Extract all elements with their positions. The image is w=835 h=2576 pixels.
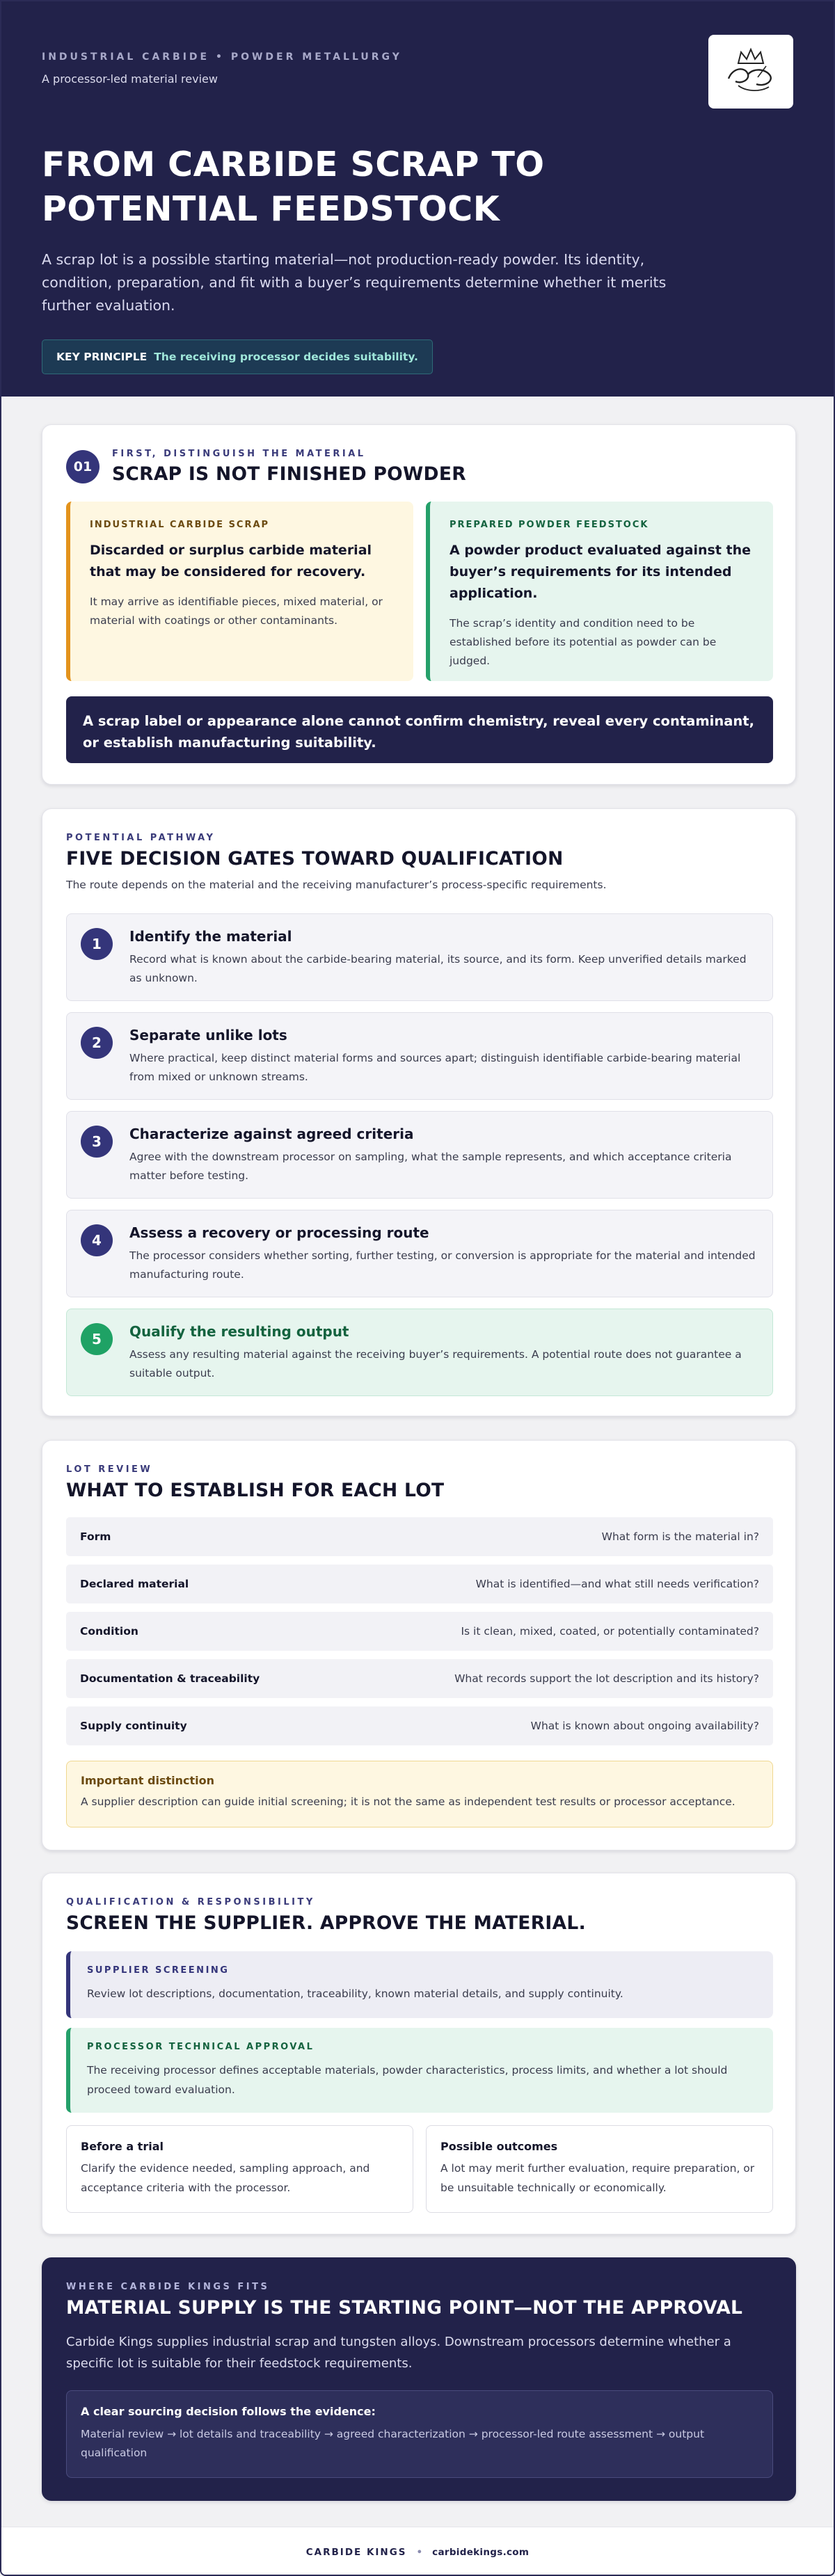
trial-boxes — [66, 2125, 773, 2213]
lot-review-row — [66, 1517, 773, 1556]
pathway-eyebrow: POTENTIAL PATHWAY — [66, 833, 216, 843]
before-trial-text: Clarify the evidence needed, sampling approach, and acceptance criteria with the processor. — [81, 2162, 370, 2194]
scrap-label: INDUSTRIAL CARBIDE SCRAP — [90, 520, 270, 530]
pathway-title: FIVE DECISION GATES TOWARD QUALIFICATION — [66, 848, 564, 870]
approval-text: The receiving processor defines acceptable materials, powder characteristics, process limits, and whether a lot should proceed toward evaluation. — [87, 2064, 728, 2096]
lot-review-row — [66, 1612, 773, 1651]
lot-review-title: WHAT TO ESTABLISH FOR EACH LOT — [66, 1480, 445, 1501]
feedstock-title: A powder product evaluated against the buyer’s requirements for its intended application. — [450, 543, 752, 601]
gate-number-badge: 2 — [81, 1027, 113, 1059]
row-question: What is known about ongoing availability? — [530, 1720, 759, 1732]
fit-eyebrow: WHERE CARBIDE KINGS FITS — [66, 2282, 270, 2292]
lot-review-row — [66, 1706, 773, 1745]
footer-site-link[interactable]: carbidekings.com — [432, 2547, 530, 2558]
hero-title-line1: FROM CARBIDE SCRAP TO — [42, 145, 545, 184]
row-key: Declared material — [80, 1578, 189, 1590]
distinguish-eyebrow: FIRST, DISTINGUISH THE MATERIAL — [112, 449, 366, 459]
gate-number-badge: 1 — [81, 928, 113, 960]
supplier-screening-panel — [66, 1951, 773, 2018]
scrap-title: Discarded or surplus carbide material that may be considered for recovery. — [90, 543, 372, 579]
key-principle-text: The receiving processor decides suitability. — [154, 351, 418, 363]
footer-separator: • — [416, 2547, 423, 2558]
gate-title: Qualify the resulting output — [129, 1323, 349, 1340]
qualification-card — [42, 1873, 796, 2234]
gate-text: Assess any resulting material against the receiving buyer’s requirements. A potential route does not guarantee a suitable output. — [129, 1348, 742, 1379]
lot-review-row — [66, 1565, 773, 1603]
row-key: Supply continuity — [80, 1720, 187, 1732]
decision-gate-final — [66, 1309, 773, 1396]
gate-number-badge: 5 — [81, 1323, 113, 1355]
screening-text: Review lot descriptions, documentation, traceability, known material details, and supply continuity. — [87, 1987, 623, 2000]
evidence-box — [66, 2390, 773, 2478]
row-key: Documentation & traceability — [80, 1672, 260, 1685]
approval-label: PROCESSOR TECHNICAL APPROVAL — [87, 2042, 315, 2052]
decision-gate — [66, 1210, 773, 1297]
gate-number-badge: 3 — [81, 1126, 113, 1158]
where-we-fit-card — [42, 2257, 796, 2501]
carbide-kings-logo[interactable] — [708, 35, 793, 109]
distinguish-header — [66, 449, 466, 485]
hero-title-line2: POTENTIAL FEEDSTOCK — [42, 189, 500, 229]
possible-outcomes-box — [426, 2125, 773, 2213]
scrap-text: It may arrive as identifiable pieces, mixed material, or material with coatings or other contaminants. — [90, 595, 383, 627]
row-question: What is identified—and what still needs verification? — [475, 1578, 759, 1590]
crown-logo-icon — [717, 42, 784, 101]
lot-review-row — [66, 1659, 773, 1698]
comparison-row — [66, 502, 773, 681]
scrap-box — [66, 502, 413, 681]
gate-title: Separate unlike lots — [129, 1027, 287, 1043]
before-trial-box — [66, 2125, 413, 2213]
fit-lead: Carbide Kings supplies industrial scrap and tungsten alloys. Downstream processors determine whether a specific lot is suitable for their feedstock requirements. — [66, 2335, 731, 2371]
footer-brand: CARBIDE KINGS — [305, 2547, 407, 2558]
evidence-title: A clear sourcing decision follows the evidence: — [81, 2405, 376, 2418]
before-trial-title: Before a trial — [81, 2140, 164, 2153]
decision-gate — [66, 1111, 773, 1199]
hero-title — [42, 143, 793, 232]
fit-title: MATERIAL SUPPLY IS THE STARTING POINT—NOT THE APPROVAL — [66, 2297, 743, 2319]
qualification-eyebrow: QUALIFICATION & RESPONSIBILITY — [66, 1897, 315, 1907]
distinguish-title: SCRAP IS NOT FINISHED POWDER — [112, 463, 466, 485]
distinguish-card — [42, 424, 796, 785]
technical-approval-panel — [66, 2028, 773, 2113]
gate-title: Assess a recovery or processing route — [129, 1224, 429, 1241]
scrap-warning-callout: A scrap label or appearance alone cannot confirm chemistry, reveal every contaminant, or establish manufacturing suitability. — [66, 696, 773, 763]
hero-eyebrow: INDUSTRIAL CARBIDE • POWDER METALLURGY — [42, 51, 402, 63]
gate-text: The processor considers whether sorting, further testing, or conversion is appropriate for the material and intended manufacturing route. — [129, 1249, 756, 1281]
hero-subtitle: A processor-led material review — [42, 72, 218, 86]
note-title: Important distinction — [81, 1774, 214, 1787]
row-key: Form — [80, 1530, 111, 1543]
gate-text: Record what is known about the carbide-bearing material, its source, and its form. Keep unverified details marked as unknown. — [129, 953, 747, 984]
key-principle-badge — [42, 339, 433, 374]
row-question: What form is the material in? — [601, 1530, 759, 1543]
qualification-title: SCREEN THE SUPPLIER. APPROVE THE MATERIAL. — [66, 1912, 586, 1934]
outcomes-text: A lot may merit further evaluation, require preparation, or be unsuitable technically or economically. — [440, 2162, 755, 2194]
lot-review-eyebrow: LOT REVIEW — [66, 1464, 153, 1475]
evidence-text: Material review → lot details and traceability → agreed characterization → processor-led route assessment → output qualification — [81, 2428, 705, 2459]
lot-review-card — [42, 1440, 796, 1850]
decision-gate — [66, 913, 773, 1001]
decision-gate — [66, 1012, 773, 1100]
feedstock-label: PREPARED POWDER FEEDSTOCK — [450, 520, 649, 530]
important-distinction-note — [66, 1761, 773, 1827]
screening-label: SUPPLIER SCREENING — [87, 1965, 230, 1976]
pathway-desc: The route depends on the material and the receiving manufacturer’s process-specific requirements. — [66, 879, 607, 891]
row-question: Is it clean, mixed, coated, or potentially contaminated? — [461, 1625, 759, 1638]
pathway-card — [42, 808, 796, 1416]
row-key: Condition — [80, 1625, 138, 1638]
gate-text: Where practical, keep distinct material forms and sources apart; distinguish identifiable carbide-bearing material from mixed or unknown streams. — [129, 1052, 741, 1083]
note-text: A supplier description can guide initial screening; it is not the same as independent test results or processor acceptance. — [81, 1795, 735, 1808]
gate-number-badge: 4 — [81, 1224, 113, 1256]
section-number-badge: 01 — [66, 450, 100, 483]
feedstock-text: The scrap’s identity and condition need to be established before its potential as powder can be judged. — [450, 617, 717, 667]
footer — [1, 2527, 834, 2576]
hero-lead: A scrap lot is a possible starting material—not production-ready powder. Its identity, condition, preparation, and fit with a buyer’s requirements determine whether it merits further evaluation. — [42, 251, 667, 314]
key-principle-label: KEY PRINCIPLE — [56, 351, 148, 363]
hero-banner — [1, 1, 834, 397]
outcomes-title: Possible outcomes — [440, 2140, 558, 2153]
feedstock-box — [426, 502, 773, 681]
row-question: What records support the lot description and its history? — [454, 1672, 759, 1685]
gate-text: Agree with the downstream processor on sampling, what the sample represents, and which acceptance criteria matter before testing. — [129, 1151, 732, 1182]
gate-title: Characterize against agreed criteria — [129, 1126, 414, 1142]
gate-title: Identify the material — [129, 928, 292, 945]
